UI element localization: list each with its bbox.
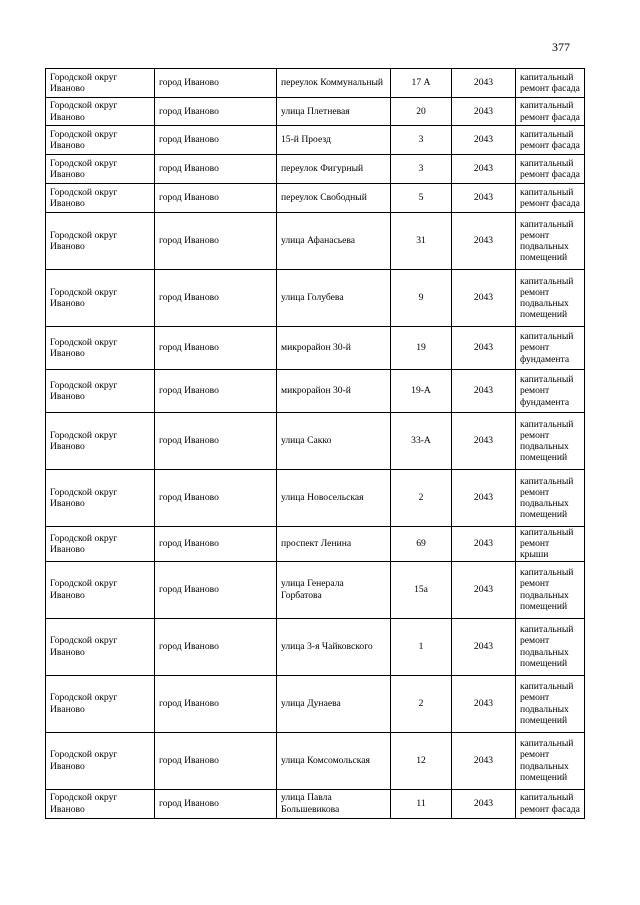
table-body	[46, 69, 585, 819]
table-row	[46, 98, 585, 126]
region-cell: Городской округ Иваново	[46, 561, 155, 618]
work-type-cell: капитальный ремонт крыши	[516, 527, 585, 562]
city-cell: город Иваново	[155, 675, 277, 732]
table-row	[46, 561, 585, 618]
house-number-cell: 19	[391, 327, 452, 370]
house-number-cell: 11	[391, 789, 452, 818]
street-cell: переулок Свободный	[277, 184, 391, 213]
region-cell: Городской округ Иваново	[46, 370, 155, 413]
street-cell: улица Дунаева	[277, 675, 391, 732]
work-type-cell: капитальный ремонт фасада	[516, 789, 585, 818]
table-row	[46, 327, 585, 370]
year-cell: 2043	[452, 618, 516, 675]
region-cell: Городской округ Иваново	[46, 184, 155, 213]
table-row	[46, 184, 585, 213]
region-cell: Городской округ Иваново	[46, 327, 155, 370]
street-cell: переулок Фигурный	[277, 155, 391, 184]
house-number-cell: 5	[391, 184, 452, 213]
table-row	[46, 270, 585, 327]
table-row	[46, 732, 585, 789]
work-type-cell: капитальный ремонт подвальных помещений	[516, 213, 585, 270]
house-number-cell: 2	[391, 470, 452, 527]
street-cell: переулок Коммунальный	[277, 69, 391, 98]
region-cell: Городской округ Иваново	[46, 155, 155, 184]
region-cell: Городской округ Иваново	[46, 413, 155, 470]
region-cell: Городской округ Иваново	[46, 98, 155, 126]
region-cell: Городской округ Иваново	[46, 470, 155, 527]
region-cell: Городской округ Иваново	[46, 732, 155, 789]
table-row	[46, 413, 585, 470]
street-cell: улица 3-я Чайковского	[277, 618, 391, 675]
street-cell: улица Павла Большевикова	[277, 789, 391, 818]
table-row	[46, 126, 585, 155]
city-cell: город Иваново	[155, 732, 277, 789]
work-type-cell: капитальный ремонт подвальных помещений	[516, 270, 585, 327]
city-cell: город Иваново	[155, 213, 277, 270]
year-cell: 2043	[452, 155, 516, 184]
house-number-cell: 17 А	[391, 69, 452, 98]
table-row	[46, 213, 585, 270]
work-type-cell: капитальный ремонт подвальных помещений	[516, 413, 585, 470]
city-cell: город Иваново	[155, 527, 277, 562]
table-row	[46, 155, 585, 184]
region-cell: Городской округ Иваново	[46, 618, 155, 675]
city-cell: город Иваново	[155, 155, 277, 184]
city-cell: город Иваново	[155, 69, 277, 98]
house-number-cell: 69	[391, 527, 452, 562]
year-cell: 2043	[452, 98, 516, 126]
house-number-cell: 20	[391, 98, 452, 126]
street-cell: проспект Ленина	[277, 527, 391, 562]
work-type-cell: капитальный ремонт фундамента	[516, 370, 585, 413]
city-cell: город Иваново	[155, 184, 277, 213]
year-cell: 2043	[452, 69, 516, 98]
region-cell: Городской округ Иваново	[46, 789, 155, 818]
region-cell: Городской округ Иваново	[46, 126, 155, 155]
city-cell: город Иваново	[155, 470, 277, 527]
house-number-cell: 15а	[391, 561, 452, 618]
house-number-cell: 33-А	[391, 413, 452, 470]
year-cell: 2043	[452, 789, 516, 818]
street-cell: улица Голубева	[277, 270, 391, 327]
year-cell: 2043	[452, 732, 516, 789]
work-type-cell: капитальный ремонт подвальных помещений	[516, 618, 585, 675]
year-cell: 2043	[452, 413, 516, 470]
region-cell: Городской округ Иваново	[46, 527, 155, 562]
year-cell: 2043	[452, 527, 516, 562]
work-type-cell: капитальный ремонт подвальных помещений	[516, 470, 585, 527]
city-cell: город Иваново	[155, 327, 277, 370]
region-cell: Городской округ Иваново	[46, 675, 155, 732]
year-cell: 2043	[452, 370, 516, 413]
work-type-cell: капитальный ремонт фасада	[516, 126, 585, 155]
table-row	[46, 527, 585, 562]
region-cell: Городской округ Иваново	[46, 270, 155, 327]
street-cell: улица Афанасьева	[277, 213, 391, 270]
house-number-cell: 2	[391, 675, 452, 732]
house-number-cell: 12	[391, 732, 452, 789]
region-cell: Городской округ Иваново	[46, 69, 155, 98]
year-cell: 2043	[452, 675, 516, 732]
table-row	[46, 470, 585, 527]
year-cell: 2043	[452, 270, 516, 327]
page-number: 377	[552, 40, 570, 54]
street-cell: улица Плетневая	[277, 98, 391, 126]
work-type-cell: капитальный ремонт подвальных помещений	[516, 675, 585, 732]
year-cell: 2043	[452, 561, 516, 618]
year-cell: 2043	[452, 184, 516, 213]
city-cell: город Иваново	[155, 270, 277, 327]
work-type-cell: капитальный ремонт фасада	[516, 184, 585, 213]
work-type-cell: капитальный ремонт подвальных помещений	[516, 561, 585, 618]
house-number-cell: 3	[391, 155, 452, 184]
table-row	[46, 618, 585, 675]
street-cell: улица Новосельская	[277, 470, 391, 527]
table-row	[46, 675, 585, 732]
table-row	[46, 69, 585, 98]
work-type-cell: капитальный ремонт фасада	[516, 155, 585, 184]
house-number-cell: 31	[391, 213, 452, 270]
house-number-cell: 9	[391, 270, 452, 327]
year-cell: 2043	[452, 213, 516, 270]
city-cell: город Иваново	[155, 370, 277, 413]
repair-schedule-table	[45, 68, 585, 819]
work-type-cell: капитальный ремонт подвальных помещений	[516, 732, 585, 789]
city-cell: город Иваново	[155, 98, 277, 126]
street-cell: улица Генерала Горбатова	[277, 561, 391, 618]
work-type-cell: капитальный ремонт фасада	[516, 98, 585, 126]
city-cell: город Иваново	[155, 561, 277, 618]
table-row	[46, 370, 585, 413]
street-cell: микрорайон 30-й	[277, 327, 391, 370]
table-row	[46, 789, 585, 818]
house-number-cell: 19-А	[391, 370, 452, 413]
house-number-cell: 3	[391, 126, 452, 155]
street-cell: 15-й Проезд	[277, 126, 391, 155]
city-cell: город Иваново	[155, 618, 277, 675]
year-cell: 2043	[452, 327, 516, 370]
city-cell: город Иваново	[155, 789, 277, 818]
work-type-cell: капитальный ремонт фундамента	[516, 327, 585, 370]
year-cell: 2043	[452, 470, 516, 527]
street-cell: улица Сакко	[277, 413, 391, 470]
work-type-cell: капитальный ремонт фасада	[516, 69, 585, 98]
region-cell: Городской округ Иваново	[46, 213, 155, 270]
house-number-cell: 1	[391, 618, 452, 675]
street-cell: микрорайон 30-й	[277, 370, 391, 413]
year-cell: 2043	[452, 126, 516, 155]
street-cell: улица Комсомольская	[277, 732, 391, 789]
city-cell: город Иваново	[155, 413, 277, 470]
city-cell: город Иваново	[155, 126, 277, 155]
